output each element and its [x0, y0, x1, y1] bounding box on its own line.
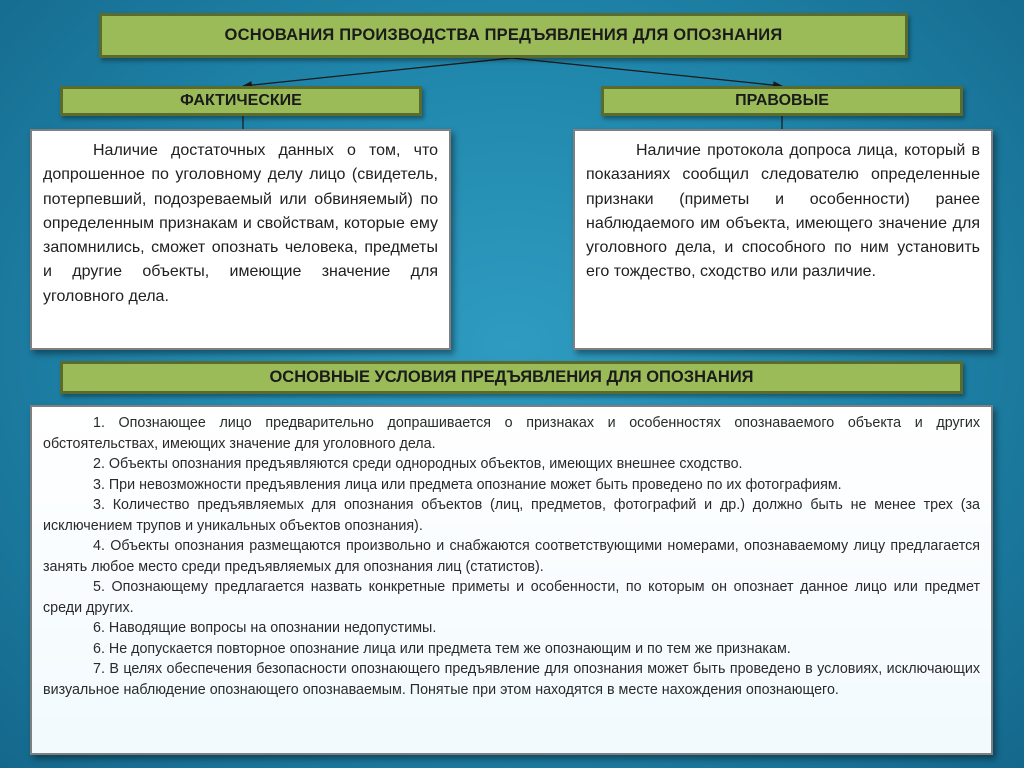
main-title: ОСНОВАНИЯ ПРОИЗВОДСТВА ПРЕДЪЯВЛЕНИЯ ДЛЯ ОПОЗНАНИЯ	[224, 26, 783, 44]
factual-description: Наличие достаточных данных о том, что допрошенное по уголовному делу лицо (свидетель, потерпевший, подозреваемый или обвиняемый) по определенным признакам и свойствам, которые ему запомнились, сможет опознать человека, предметы и другие объекты, имеющие значение для уголовного дела.	[43, 142, 438, 305]
factual-heading: ФАКТИЧЕСКИЕ	[180, 92, 302, 109]
legal-description-panel	[573, 129, 993, 350]
conditions-heading-box	[60, 361, 963, 394]
condition-item: 4. Объекты опознания размещаются произвольно и снабжаются соответствующими номерами, опознаваемому лицу предлагается занять любое место среди предъявляемых для опознания лиц (статистов).	[43, 538, 980, 575]
condition-item: 5. Опознающему предлагается назвать конкретные приметы и особенности, по которым он опознает данное лицо или предмет среди других.	[43, 579, 980, 616]
arrow-to-factual	[243, 58, 512, 86]
condition-item: 3. При невозможности предъявления лица или предмета опознание может быть проведено по их фотографиям.	[93, 476, 842, 493]
legal-description: Наличие протокола допроса лица, который в показаниях сообщил следователю определенные признаки (приметы и особенности) ранее наблюдаемого им объекта, имеющего значение для уголовного дела, и способного по ним установить его тождество, сходство или различие.	[586, 142, 980, 281]
arrow-to-legal	[512, 58, 782, 86]
factual-description-panel	[30, 129, 451, 350]
condition-item: 2. Объекты опознания предъявляются среди однородных объектов, имеющих внешнее сходство.	[93, 456, 743, 472]
condition-item: 6. Не допускается повторное опознание лица или предмета тем же опознающим и по тем же признакам.	[93, 640, 791, 657]
conditions-heading: ОСНОВНЫЕ УСЛОВИЯ ПРЕДЪЯВЛЕНИЯ ДЛЯ ОПОЗНАНИЯ	[269, 368, 754, 386]
legal-heading: ПРАВОВЫЕ	[735, 92, 829, 109]
main-title-box	[99, 13, 908, 58]
condition-item: 3. Количество предъявляемых для опознания объектов (лиц, предметов, фотографий и др.) должно быть не менее трех (за исключением трупов и уникальных объектов опознания).	[43, 497, 980, 534]
factual-heading-box	[60, 86, 422, 116]
conditions-list-panel	[30, 405, 993, 755]
legal-heading-box	[601, 86, 963, 116]
condition-item: 6. Наводящие вопросы на опознании недопустимы.	[93, 620, 437, 636]
condition-item: 7. В целях обеспечения безопасности опознающего предъявление для опознания может быть проведено в условиях, исключающих визуальное наблюдение опознающего опознаваемым. Понятые при этом находятся в месте нахождения опознающего.	[43, 661, 980, 698]
condition-item: 1. Опознающее лицо предварительно допрашивается о признаках и особенностях опознаваемого объекта и других обстоятельствах, имеющих значение для уголовного дела.	[43, 415, 980, 452]
